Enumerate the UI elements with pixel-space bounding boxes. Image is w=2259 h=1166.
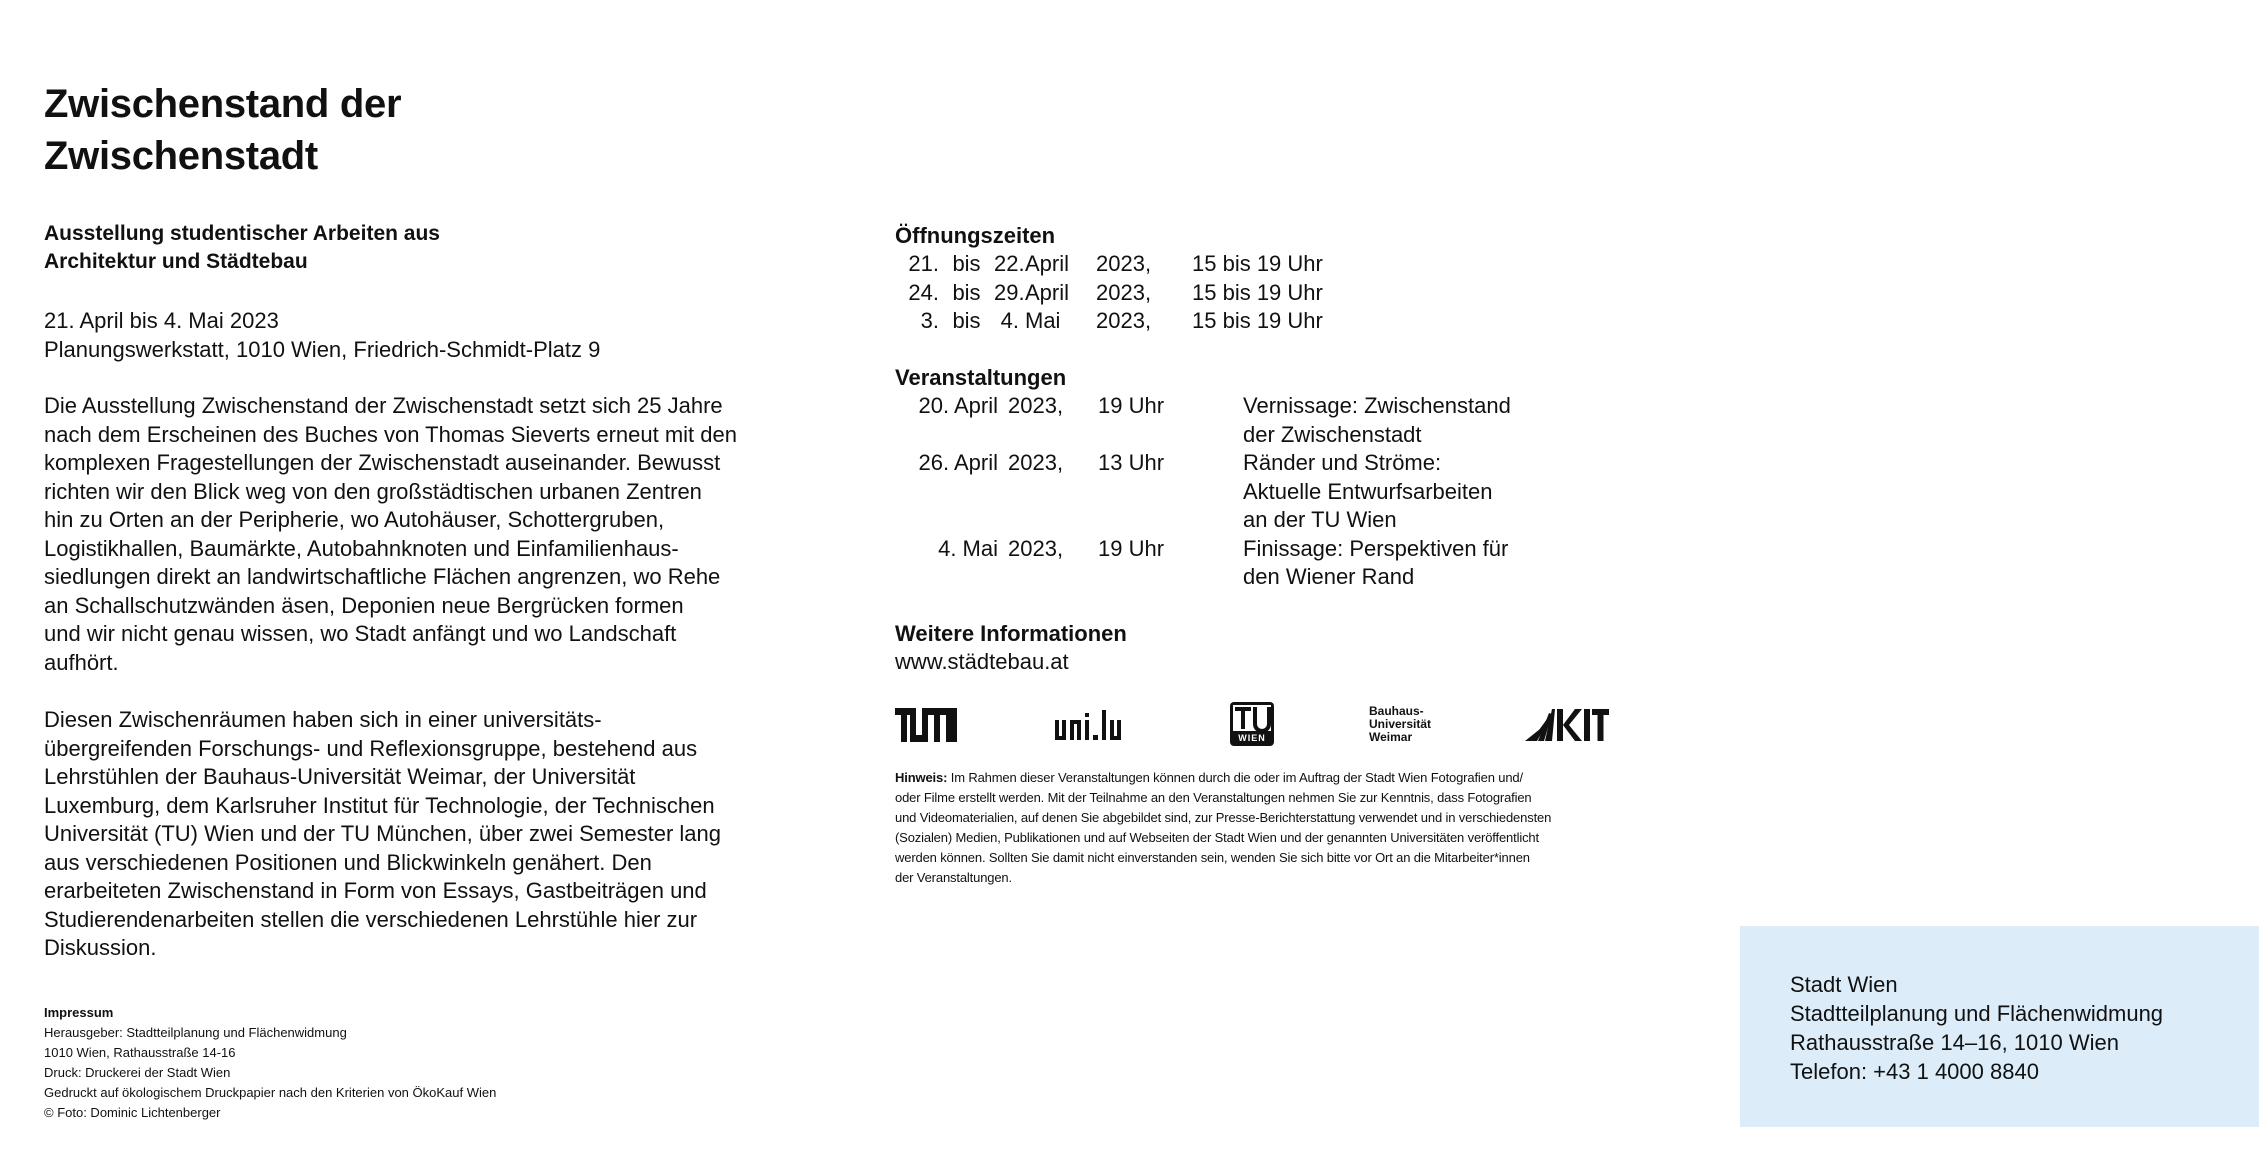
event-date: 20. April	[918, 393, 998, 418]
impressum-line: 1010 Wien, Rathausstraße 14-16	[44, 1045, 236, 1060]
contact-line: Rathausstraße 14–16, 1010 Wien	[1790, 1030, 2119, 1055]
event-title-line: den Wiener Rand	[1243, 564, 1415, 589]
opening-hours-heading: Öffnungszeiten	[895, 223, 1056, 248]
tu-wien-logo-text	[1230, 733, 1274, 743]
contact-phone[interactable]: Telefon: +43 1 4000 8840	[1790, 1059, 2039, 1084]
event-title-line: Ränder und Ströme:	[1243, 450, 1442, 475]
contact-line: Stadt Wien	[1790, 972, 1898, 997]
opening-hours-row	[895, 307, 1323, 336]
year: 2023,	[1096, 251, 1152, 276]
unilu-logo-graphic	[1055, 710, 1127, 740]
bis-label: bis	[952, 308, 981, 333]
event-title	[1243, 392, 1543, 449]
tum-logo-graphic	[895, 708, 957, 742]
end-day: 22.	[994, 251, 1025, 276]
time-range: 15 bis 19 Uhr	[1192, 279, 1323, 305]
start-day: 21.	[908, 251, 939, 276]
event-title-line: Vernissage: Zwischenstand	[1243, 393, 1511, 418]
event-title	[1243, 449, 1543, 535]
paragraph-line: Logistikhallen, Baumärkte, Autobahnknoten und Einfamilienhaus-	[44, 535, 679, 561]
paragraph-line: Die Ausstellung Zwischenstand der Zwischenstadt setzt sich 25 Jahre	[44, 393, 723, 418]
bauhaus-logo-line: Universität	[1369, 717, 1432, 731]
event-date: 4. Mai	[938, 535, 998, 561]
event-title-line: an der TU Wien	[1243, 507, 1397, 532]
impressum	[44, 1003, 604, 1123]
event-row	[895, 392, 1635, 449]
impressum-heading: Impressum	[44, 1005, 114, 1020]
opening-hours-row	[895, 250, 1323, 279]
events-heading: Veranstaltungen	[895, 365, 1067, 390]
notice-line: oder Filme erstellt werden. Mit der Teilnahme an den Veranstaltungen nehmen Sie zur Kenntnis, dass Fotografien	[895, 790, 1532, 805]
event-time: 13 Uhr	[1098, 450, 1165, 475]
month: Mai	[1025, 308, 1061, 333]
event-time: 19 Uhr	[1098, 393, 1165, 418]
time-range: 15 bis 19 Uhr	[1192, 308, 1323, 333]
opening-hours-row	[895, 279, 1323, 308]
subtitle-line: Architektur und Städtebau	[44, 250, 308, 273]
paragraph-line: aus verschiedenen Positionen und Blickwinkeln genähert. Den	[44, 849, 652, 875]
subtitle-line: Ausstellung studentischer Arbeiten aus	[44, 222, 440, 245]
impressum-line: Gedruckt auf ökologischem Druckpapier nach den Kriterien von ÖkoKauf Wien	[44, 1085, 497, 1100]
kit-logo	[1525, 709, 1609, 746]
bis-label: bis	[952, 251, 981, 276]
paragraph-line: übergreifenden Forschungs- und Reflexionsgruppe, bestehend aus	[44, 735, 698, 761]
partner-logos	[895, 702, 1615, 750]
impressum-line: Herausgeber: Stadtteilplanung und Flächenwidmung	[44, 1025, 347, 1040]
notice-label: Hinweis:	[895, 770, 948, 785]
paragraph-line: an Schallschutzwänden äsen, Deponien neue Bergrücken formen	[44, 592, 684, 618]
event-title-line: der Zwischenstadt	[1243, 421, 1422, 447]
paragraph-line: Luxemburg, dem Karlsruher Institut für Technologie, der Technischen	[44, 792, 715, 818]
notice-line: werden können. Sollten Sie damit nicht einverstanden sein, wenden Sie sich bitte vor Ort an die Mitarbeiter*innen	[895, 850, 1530, 865]
event-title	[1243, 535, 1543, 592]
start-day: 24.	[908, 279, 939, 305]
event-row	[895, 535, 1635, 592]
year: 2023,	[1096, 308, 1152, 333]
events-table	[895, 392, 1635, 592]
date-and-place	[44, 306, 804, 364]
description-paragraph-1	[44, 392, 814, 677]
paragraph-line: Studierendenarbeiten stellen die verschiedenen Lehrstühle hier zur	[44, 906, 698, 932]
paragraph-line: Lehrstühlen der Bauhaus-Universität Weimar, der Universität	[44, 764, 636, 789]
kit-logo-graphic	[1525, 709, 1609, 741]
bis-label: bis	[952, 279, 981, 305]
paragraph-line: und wir nicht genau wissen, wo Stadt anfängt und wo Landschaft	[44, 621, 677, 646]
paragraph-line: richten wir den Blick weg von den großstädtischen urbanen Zentren	[44, 478, 702, 504]
page-title	[44, 78, 401, 182]
event-year: 2023,	[1008, 535, 1064, 561]
notice-line	[895, 768, 1635, 788]
event-row	[895, 449, 1635, 535]
notice-line: (Sozialen) Medien, Publikationen und auf Webseiten der Stadt Wien und der genannten Universitäten veröffentlicht	[895, 830, 1539, 845]
bauhaus-logo-line: Weimar	[1369, 730, 1413, 744]
impressum-line: Druck: Druckerei der Stadt Wien	[44, 1065, 231, 1080]
month: April	[1025, 279, 1070, 305]
paragraph-line: aufhört.	[44, 649, 119, 675]
more-info-heading: Weitere Informationen	[895, 621, 1127, 646]
start-day: 3.	[920, 308, 939, 333]
tu-wien-logo-label: WIEN	[1238, 733, 1266, 743]
paragraph-line: nach dem Erscheinen des Buches von Thomas Sieverts erneut mit den	[44, 421, 737, 447]
notice-line: der Veranstaltungen.	[895, 870, 1012, 885]
paragraph-line: Diesen Zwischenräumen haben sich in einer universitäts-	[44, 707, 602, 732]
end-day: 4.	[1000, 308, 1019, 333]
title-line: Zwischenstand der	[44, 82, 402, 126]
notice-line: und Videomaterialien, auf denen Sie abgebildet sind, zur Presse-Berichterstattung verwendet und in verschiedensten	[895, 810, 1552, 825]
website-link[interactable]: www.städtebau.at	[895, 649, 1069, 674]
contact-info	[1790, 970, 2163, 1086]
title-line: Zwischenstadt	[44, 134, 318, 178]
contact-box	[1740, 926, 2259, 1127]
subtitle	[44, 220, 744, 276]
notice-text: Im Rahmen dieser Veranstaltungen können durch die oder im Auftrag der Stadt Wien Fotografien und/	[947, 770, 1523, 785]
event-time: 19 Uhr	[1098, 535, 1165, 561]
event-date: 26. April	[918, 450, 998, 475]
contact-line: Stadtteilplanung und Flächenwidmung	[1790, 1001, 2164, 1026]
tum-logo	[895, 708, 957, 747]
bauhaus-logo-line: Bauhaus-	[1369, 704, 1424, 718]
unilu-logo	[1055, 710, 1127, 745]
impressum-line: © Foto: Dominic Lichtenberger	[44, 1105, 221, 1120]
paragraph-line: erarbeiteten Zwischenstand in Form von Essays, Gastbeiträgen und	[44, 878, 707, 903]
paragraph-line: siedlungen direkt an landwirtschaftliche Flächen angrenzen, wo Rehe	[44, 564, 721, 589]
paragraph-line: Diskussion.	[44, 935, 157, 960]
tu-wien-logo	[1230, 702, 1274, 751]
exhibition-location: Planungswerkstatt, 1010 Wien, Friedrich-Schmidt-Platz 9	[44, 337, 601, 362]
description-paragraph-2	[44, 706, 814, 963]
bauhaus-logo	[1369, 705, 1431, 744]
paragraph-line: Universität (TU) Wien und der TU München, über zwei Semester lang	[44, 821, 721, 846]
time-range: 15 bis 19 Uhr	[1192, 251, 1323, 276]
exhibition-dates: 21. April bis 4. Mai 2023	[44, 308, 279, 333]
event-title-line: Aktuelle Entwurfsarbeiten	[1243, 478, 1493, 504]
event-year: 2023,	[1008, 393, 1064, 418]
paragraph-line: hin zu Orten an der Peripherie, wo Autohäuser, Schottergruben,	[44, 507, 665, 532]
end-day: 29.	[994, 279, 1025, 305]
event-title-line: Finissage: Perspektiven für	[1243, 535, 1509, 561]
event-year: 2023,	[1008, 450, 1064, 475]
privacy-notice	[895, 768, 1635, 888]
paragraph-line: komplexen Fragestellungen der Zwischenstadt auseinander. Bewusst	[44, 450, 721, 475]
month: April	[1025, 251, 1070, 276]
opening-hours-table	[895, 250, 1323, 336]
year: 2023,	[1096, 279, 1152, 305]
